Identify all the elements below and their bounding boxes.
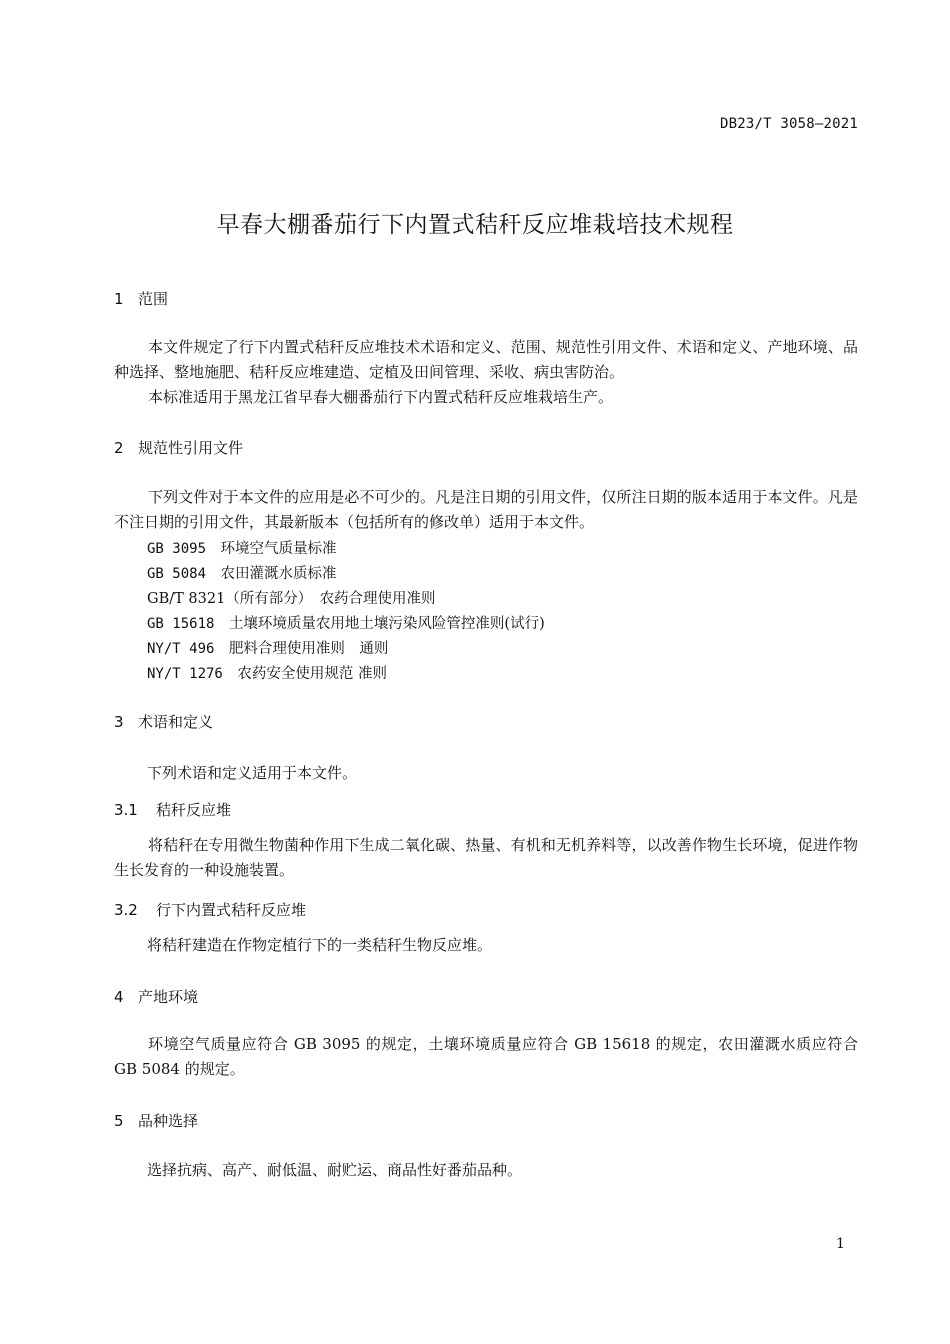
reference-item	[147, 637, 388, 658]
reference-code: NY/T 496	[147, 641, 215, 657]
section-title: 规范性引用文件	[138, 439, 244, 457]
reference-name: 环境空气质量标准	[220, 541, 337, 557]
section-heading-3	[114, 711, 213, 732]
section-number: 1	[114, 290, 124, 308]
section-number: 4	[114, 988, 124, 1006]
reference-code: GB 15618	[147, 616, 215, 632]
term-heading-3-1	[114, 799, 231, 820]
term-heading-3-2	[114, 899, 306, 920]
paragraph: 环境空气质量应符合 GB 3095 的规定，土壤环境质量应符合 GB 15618 的规定，农田灌溉水质应符合 GB 5084 的规定。	[114, 1035, 858, 1078]
reference-name: 农药合理使用准则	[319, 591, 436, 607]
term-number: 3.1	[114, 801, 138, 819]
standard-code: DB23/T 3058—2021	[719, 116, 858, 132]
section-title: 品种选择	[138, 1112, 199, 1130]
reference-name: 土壤环境质量农用地土壤污染风险管控准则(试行)	[228, 616, 545, 632]
section-heading-1	[114, 288, 168, 309]
paragraph: 本标准适用于黑龙江省早春大棚番茄行下内置式秸秆反应堆栽培生产。	[148, 388, 614, 406]
paragraph: 选择抗病、高产、耐低温、耐贮运、商品性好番茄品种。	[147, 1161, 523, 1179]
section-heading-4	[114, 986, 198, 1007]
reference-item	[147, 587, 436, 608]
reference-name: 农药安全使用规范 准则	[237, 666, 387, 682]
document-title: 早春大棚番茄行下内置式秸秆反应堆栽培技术规程	[216, 212, 734, 238]
paragraph: 下列术语和定义适用于本文件。	[147, 764, 358, 782]
section-heading-2	[114, 437, 243, 458]
reference-item	[147, 537, 337, 558]
term-title: 秸秆反应堆	[156, 801, 232, 819]
term-title: 行下内置式秸秆反应堆	[156, 901, 307, 919]
section-title: 范围	[138, 290, 169, 308]
reference-item	[147, 562, 337, 583]
section-title: 术语和定义	[138, 713, 214, 731]
reference-item	[147, 662, 387, 683]
section-title: 产地环境	[138, 988, 199, 1006]
section-number: 2	[114, 439, 124, 457]
reference-code: GB/T 8321（所有部分）	[147, 591, 306, 607]
paragraph: 下列文件对于本文件的应用是必不可少的。凡是注日期的引用文件，仅所注日期的版本适用于本文件。凡是不注日期的引用文件，其最新版本（包括所有的修改单）适用于本文件。	[114, 488, 858, 531]
section-heading-5	[114, 1110, 198, 1131]
reference-code: GB 5084	[147, 566, 207, 582]
term-definition: 将秸秆建造在作物定植行下的一类秸秆生物反应堆。	[147, 936, 493, 954]
section-number: 3	[114, 713, 124, 731]
paragraph: 本文件规定了行下内置式秸秆反应堆技术术语和定义、范围、规范性引用文件、术语和定义、产地环境、品种选择、整地施肥、秸秆反应堆建造、定植及田间管理、采收、病虫害防治。	[114, 338, 858, 381]
reference-item	[147, 612, 545, 633]
reference-name: 农田灌溉水质标准	[220, 566, 337, 582]
reference-code: NY/T 1276	[147, 666, 223, 682]
section-number: 5	[114, 1112, 124, 1130]
reference-code: GB 3095	[147, 541, 207, 557]
term-number: 3.2	[114, 901, 138, 919]
term-definition: 将秸秆在专用微生物菌种作用下生成二氧化碳、热量、有机和无机养料等，以改善作物生长环境，促进作物生长发育的一种设施装置。	[114, 836, 858, 879]
page-number: 1	[836, 1236, 845, 1252]
reference-name: 肥料合理使用准则 通则	[228, 641, 389, 657]
